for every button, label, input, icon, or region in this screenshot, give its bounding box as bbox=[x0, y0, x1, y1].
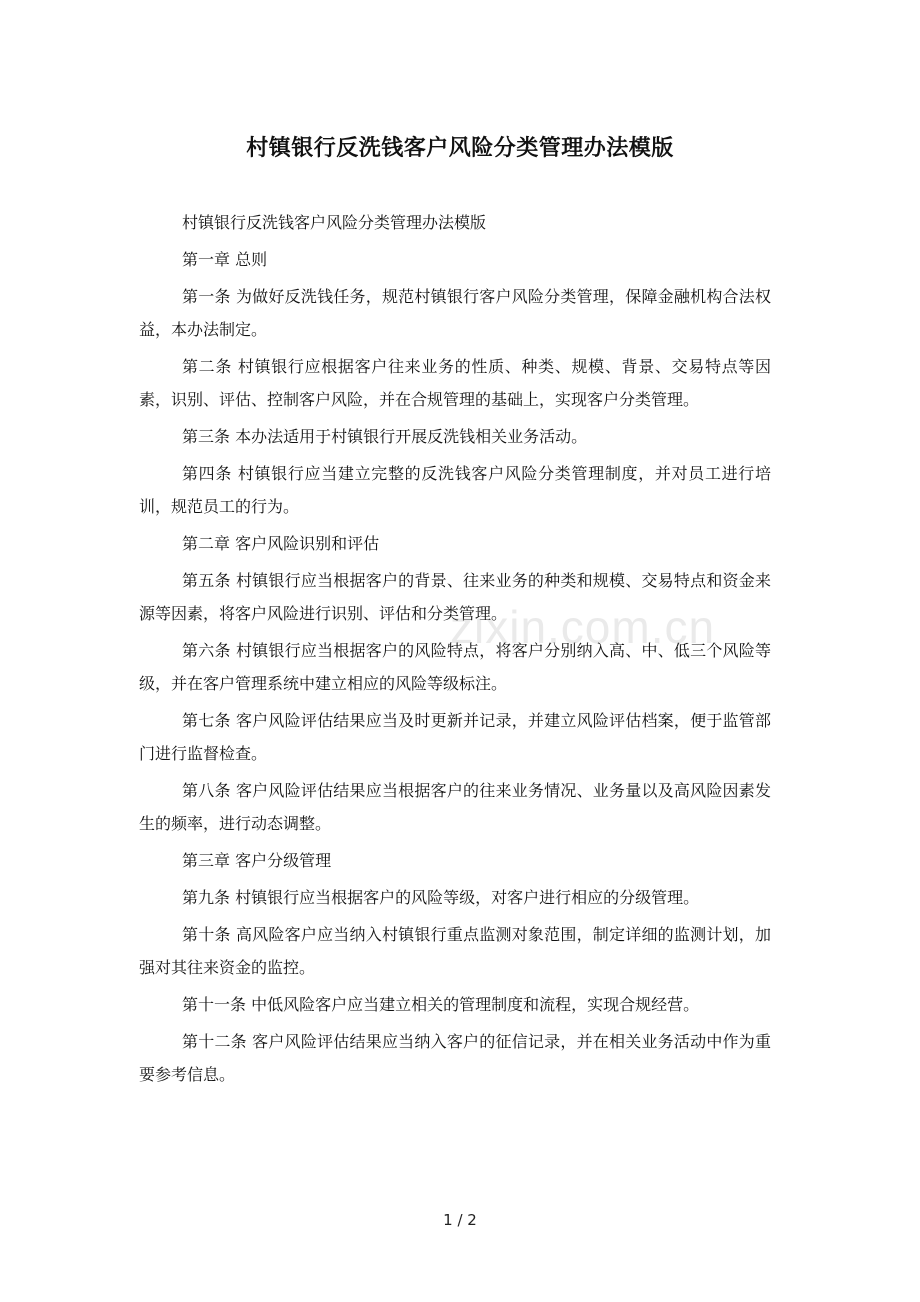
article-paragraph: 第五条 村镇银行应当根据客户的背景、往来业务的种类和规模、交易特点和资金来源等因素，将客户风险进行识别、评估和分类管理。 bbox=[139, 571, 771, 623]
document-body bbox=[139, 206, 771, 1095]
article-paragraph: 第六条 村镇银行应当根据客户的风险特点，将客户分别纳入高、中、低三个风险等级，并在客户管理系统中建立相应的风险等级标注。 bbox=[139, 641, 771, 693]
article-paragraph: 第四条 村镇银行应当建立完整的反洗钱客户风险分类管理制度，并对员工进行培训，规范员工的行为。 bbox=[139, 464, 771, 516]
article-paragraph: 第三条 本办法适用于村镇银行开展反洗钱相关业务活动。 bbox=[182, 427, 588, 446]
article-paragraph: 第二条 村镇银行应根据客户往来业务的性质、种类、规模、背景、交易特点等因素，识别、评估、控制客户风险，并在合规管理的基础上，实现客户分类管理。 bbox=[139, 357, 771, 409]
watermark: zixin.com.cn bbox=[450, 601, 716, 653]
article-paragraph: 第八条 客户风险评估结果应当根据客户的往来业务情况、业务量以及高风险因素发生的频率，进行动态调整。 bbox=[139, 781, 771, 833]
paragraph-subtitle: 村镇银行反洗钱客户风险分类管理办法模版 bbox=[182, 213, 487, 232]
article-paragraph: 第十二条 客户风险评估结果应当纳入客户的征信记录，并在相关业务活动中作为重要参考信息。 bbox=[139, 1032, 771, 1084]
page-number: 1 / 2 bbox=[443, 1211, 477, 1229]
article-paragraph: 第一条 为做好反洗钱任务，规范村镇银行客户风险分类管理，保障金融机构合法权益，本办法制定。 bbox=[139, 287, 771, 339]
article-paragraph: 第九条 村镇银行应当根据客户的风险等级，对客户进行相应的分级管理。 bbox=[182, 888, 700, 907]
chapter-heading: 第一章 总则 bbox=[182, 250, 268, 269]
article-paragraph: 第七条 客户风险评估结果应当及时更新并记录，并建立风险评估档案，便于监管部门进行监督检查。 bbox=[139, 711, 771, 763]
chapter-heading: 第二章 客户风险识别和评估 bbox=[182, 534, 380, 553]
article-paragraph: 第十一条 中低风险客户应当建立相关的管理制度和流程，实现合规经营。 bbox=[182, 995, 700, 1014]
document-title: 村镇银行反洗钱客户风险分类管理办法模版 bbox=[246, 136, 674, 161]
article-paragraph: 第十条 高风险客户应当纳入村镇银行重点监测对象范围，制定详细的监测计划，加强对其往来资金的监控。 bbox=[139, 925, 771, 977]
chapter-heading: 第三章 客户分级管理 bbox=[182, 851, 332, 870]
